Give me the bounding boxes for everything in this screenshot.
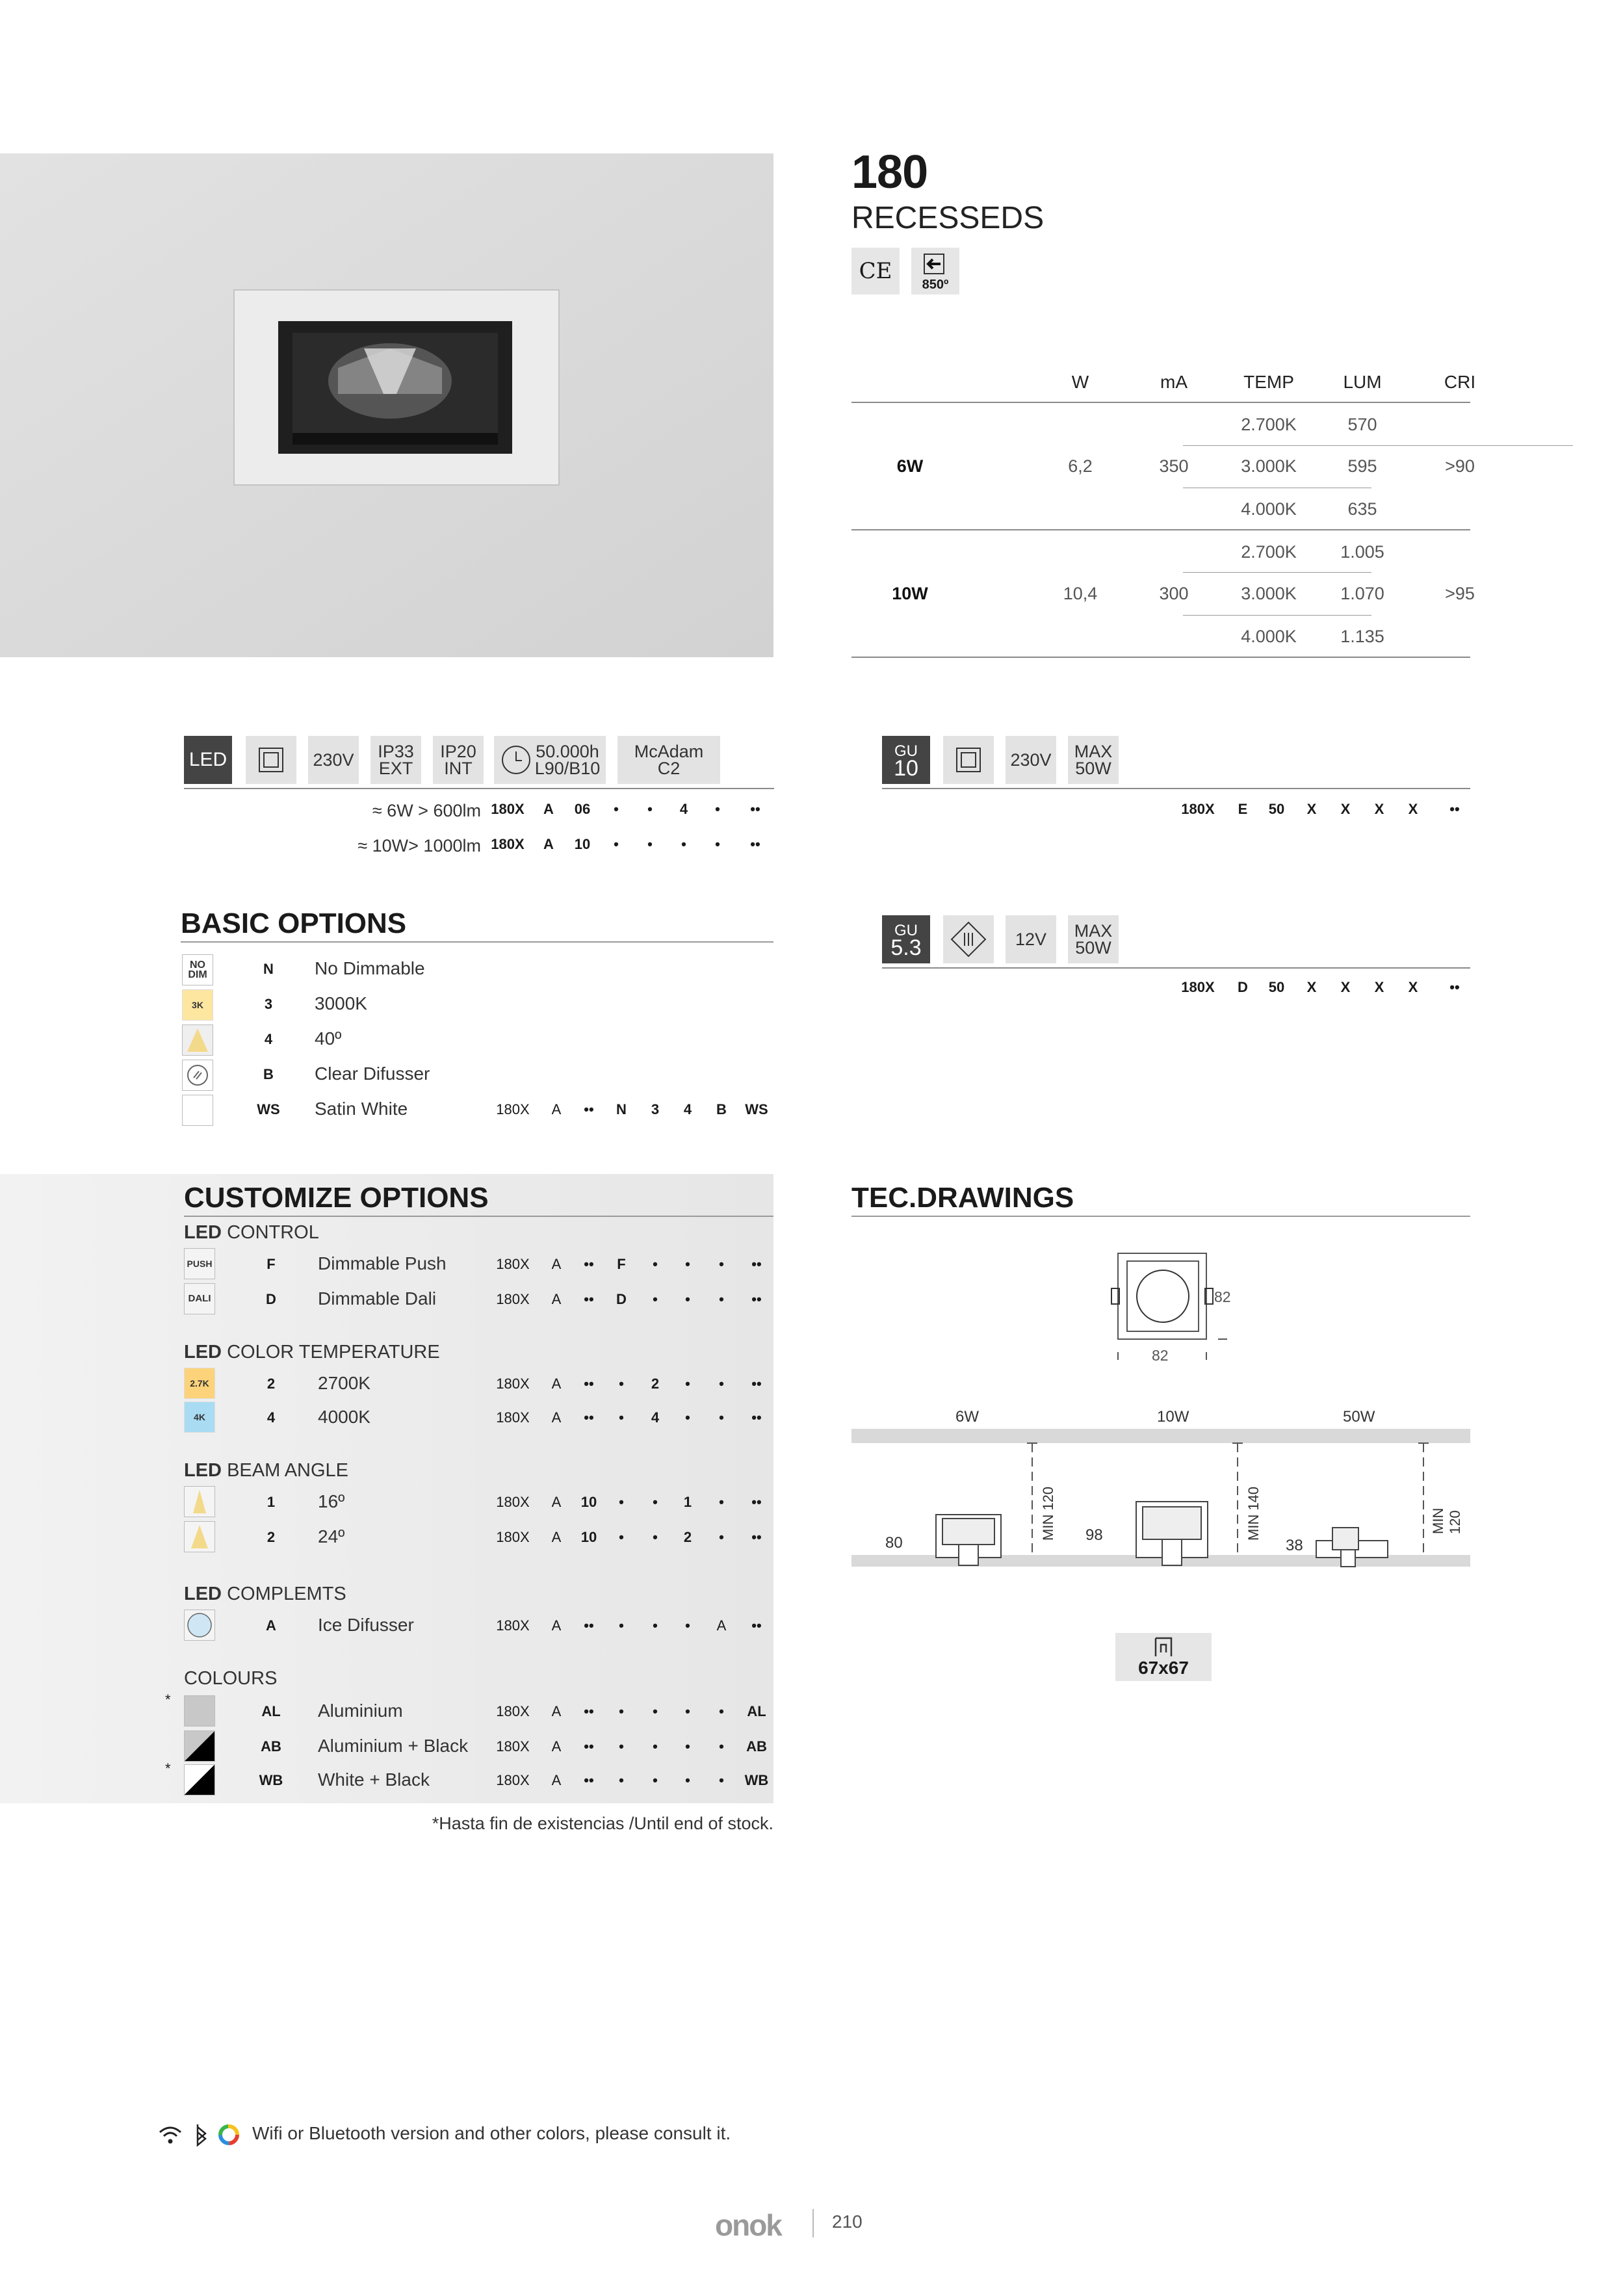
stock-star: *	[165, 1760, 171, 1777]
option-code: 4	[266, 1409, 276, 1426]
mcadam-badge	[617, 736, 720, 784]
spec-table	[851, 364, 1476, 663]
gu53-max	[1068, 915, 1119, 963]
custom-order-code: •	[719, 1256, 724, 1272]
min-depth: MIN 140	[1245, 1486, 1262, 1541]
led-option-10w: ≈ 10W> 1000lm	[357, 836, 481, 855]
led-order-code: 4	[679, 801, 688, 817]
led-order-code: 10	[574, 836, 591, 852]
custom-order-code: A	[551, 1617, 562, 1634]
basic-order-code: 3	[651, 1101, 660, 1117]
gu10-order-code: 50	[1268, 801, 1285, 817]
dali-icon: DALI	[184, 1283, 215, 1314]
option-code: D	[266, 1291, 276, 1307]
temp-row: 4.000K	[1241, 499, 1297, 519]
custom-order-code: 180X	[496, 1376, 530, 1392]
option-label: White + Black	[318, 1769, 430, 1790]
basic-order-code: N	[616, 1101, 627, 1117]
custom-order-code: 180X	[496, 1703, 530, 1719]
custom-order-code: 180X	[496, 1409, 530, 1426]
custom-order-code: ••	[751, 1256, 762, 1272]
option-label: Clear Difusser	[315, 1063, 430, 1084]
led-option-6w: ≈ 6W > 600lm	[372, 801, 481, 820]
product-family: RECESSEDS	[851, 201, 1045, 235]
gu53-order-code: ••	[1449, 979, 1460, 995]
option-code: AB	[261, 1738, 281, 1755]
option-code: 2	[266, 1376, 276, 1392]
gu10-badge	[882, 736, 930, 784]
custom-order-code: ••	[751, 1409, 762, 1426]
power-10w: 10W	[892, 584, 928, 603]
option-code: N	[263, 961, 274, 977]
class-iii-icon	[943, 915, 994, 963]
custom-order-code: A	[551, 1529, 562, 1545]
colours-heading: COLOURS	[184, 1668, 278, 1689]
custom-order-code: •	[653, 1494, 658, 1510]
option-label: 16º	[318, 1491, 345, 1511]
option-code: 4	[264, 1031, 273, 1047]
custom-order-code: •	[619, 1772, 624, 1788]
th-temp: TEMP	[1243, 372, 1294, 392]
cutout-size: 67x67	[1138, 1658, 1189, 1678]
gu53-type: GU	[894, 922, 918, 939]
top-dim-height: 82	[1214, 1288, 1231, 1305]
custom-order-code: •	[619, 1738, 624, 1755]
custom-order-code: WB	[744, 1772, 769, 1788]
custom-order-code: •	[685, 1409, 690, 1426]
custom-order-code: ••	[584, 1738, 594, 1755]
watt-6w: 6,2	[1068, 456, 1093, 476]
control-heading: LED CONTROL	[184, 1222, 319, 1243]
custom-order-code: 10	[580, 1529, 597, 1545]
basic-order-code: A	[551, 1101, 562, 1117]
drawings-title: TEC.DRAWINGS	[851, 1182, 1074, 1214]
option-label: Aluminium + Black	[318, 1736, 469, 1756]
color-temp-heading: LED COLOR TEMPERATURE	[184, 1342, 440, 1363]
gu53-order-code: D	[1238, 979, 1248, 995]
beam-16-icon	[184, 1486, 215, 1517]
custom-order-code: ••	[751, 1291, 762, 1307]
custom-order-code: •	[719, 1529, 724, 1545]
option-label: 40º	[315, 1028, 342, 1049]
option-label: 2700K	[318, 1373, 370, 1393]
custom-order-code: A	[551, 1256, 562, 1272]
gu10-max-value: 50W	[1075, 759, 1111, 778]
fire-rating-label: 850º	[922, 278, 949, 292]
4000k-icon: 4K	[184, 1402, 215, 1433]
top-view-drawing	[1105, 1248, 1235, 1365]
option-code: 2	[266, 1529, 276, 1545]
cutout-badge	[1115, 1633, 1212, 1681]
custom-order-code: •	[719, 1409, 724, 1426]
custom-order-code: 10	[580, 1494, 597, 1510]
custom-order-code: A	[551, 1409, 562, 1426]
ce-mark: CE	[851, 248, 900, 294]
side-label: 50W	[1343, 1408, 1375, 1426]
option-label: 24º	[318, 1526, 345, 1546]
flame-icon	[911, 248, 959, 280]
clock-icon	[500, 744, 532, 776]
ma-6w: 350	[1159, 456, 1189, 476]
custom-order-code: 180X	[496, 1617, 530, 1634]
custom-order-code: •	[685, 1738, 690, 1755]
gu10-order-code: X	[1408, 801, 1418, 817]
connectivity-icons	[156, 2122, 247, 2148]
option-label: Dimmable Dali	[318, 1288, 437, 1309]
custom-order-code: A	[551, 1703, 562, 1719]
custom-order-code: A	[551, 1376, 562, 1392]
option-code: WB	[259, 1772, 283, 1788]
custom-order-code: •	[719, 1703, 724, 1719]
cutout-icon	[1115, 1633, 1212, 1659]
temp-row: 3.000K	[1241, 456, 1297, 476]
led-badge: LED	[184, 736, 232, 784]
gu10-order-code: X	[1306, 801, 1317, 817]
led-order-code: •	[614, 801, 619, 817]
power-6w: 6W	[896, 456, 924, 476]
gu53-order-code: X	[1340, 979, 1351, 995]
beam-40-icon	[182, 1024, 213, 1056]
square-frame-icon	[246, 736, 296, 784]
custom-order-code: •	[619, 1409, 624, 1426]
th-cri: CRI	[1444, 372, 1476, 392]
gu10-order-code: 180X	[1181, 801, 1215, 817]
custom-order-code: 180X	[496, 1738, 530, 1755]
th-lum: LUM	[1343, 372, 1382, 392]
gu53-number: 5.3	[890, 935, 922, 960]
custom-order-code: A	[551, 1772, 562, 1788]
cri-6w: >90	[1445, 456, 1475, 476]
ip-int-badge	[433, 736, 484, 784]
ip-ext-value: IP33	[378, 742, 414, 761]
stock-note: *Hasta fin de existencias /Until end of stock.	[432, 1814, 773, 1833]
gu10-max-label: MAX	[1074, 742, 1113, 761]
gu10-order-code: X	[1340, 801, 1351, 817]
custom-order-code: •	[719, 1376, 724, 1392]
led-order-code: •	[715, 836, 720, 852]
option-code: A	[266, 1617, 276, 1634]
gu10-order-code: E	[1238, 801, 1248, 817]
led-order-code: •	[715, 801, 720, 817]
custom-order-code: 180X	[496, 1291, 530, 1307]
custom-order-code: 4	[651, 1409, 660, 1426]
option-code: AL	[261, 1703, 281, 1719]
temp-row: 4.000K	[1241, 627, 1297, 646]
min-depth: MIN 120	[1430, 1507, 1463, 1534]
custom-order-code: •	[619, 1703, 624, 1719]
lifetime-rating: L90/B10	[534, 759, 601, 778]
custom-order-code: •	[719, 1772, 724, 1788]
custom-order-code: ••	[584, 1256, 594, 1272]
led-order-code: ••	[750, 801, 760, 817]
custom-order-code: •	[653, 1529, 658, 1545]
beam-heading: LED BEAM ANGLE	[184, 1460, 349, 1481]
custom-order-code: •	[653, 1703, 658, 1719]
lifetime-hours: 50.000h	[536, 742, 599, 761]
custom-order-code: ••	[584, 1772, 594, 1788]
led-order-code: •	[647, 801, 653, 817]
fire-rating-badge	[911, 248, 959, 294]
custom-order-code: 1	[683, 1494, 692, 1510]
gu53-order-code: X	[1306, 979, 1317, 995]
temp-row: 2.700K	[1241, 542, 1297, 562]
led-order-code: 180X	[491, 801, 525, 817]
custom-order-code: 2	[683, 1529, 692, 1545]
led-order-code: A	[543, 801, 554, 817]
product-photo	[0, 153, 773, 657]
voltage-badge: 230V	[308, 736, 359, 784]
aluminium-swatch	[184, 1695, 215, 1727]
gu53-order-code: X	[1408, 979, 1418, 995]
custom-order-code: 180X	[496, 1256, 530, 1272]
basic-options-title: BASIC OPTIONS	[181, 907, 407, 939]
custom-order-code: ••	[751, 1376, 762, 1392]
option-code: WS	[257, 1101, 280, 1117]
led-order-code: 180X	[491, 836, 525, 852]
height-dim: 98	[1085, 1526, 1103, 1544]
height-dim: 38	[1286, 1537, 1303, 1554]
lum-row: 1.070	[1340, 584, 1384, 603]
aluminium-black-swatch	[184, 1730, 215, 1762]
gu10-type: GU	[894, 742, 918, 760]
option-label: Satin White	[315, 1099, 408, 1119]
custom-order-code: •	[685, 1256, 690, 1272]
ip-ext-badge	[370, 736, 421, 784]
led-order-code: •	[681, 836, 686, 852]
ice-diffuser-icon	[184, 1610, 215, 1641]
th-ma: mA	[1160, 372, 1188, 392]
option-label: Dimmable Push	[318, 1253, 447, 1273]
gu10-order-code: ••	[1449, 801, 1460, 817]
gu10-max	[1068, 736, 1119, 784]
custom-order-code: •	[719, 1291, 724, 1307]
custom-order-code: •	[619, 1617, 624, 1634]
basic-order-code: 4	[683, 1101, 692, 1117]
lum-row: 1.135	[1340, 627, 1384, 646]
lum-row: 595	[1347, 456, 1377, 476]
custom-order-code: •	[619, 1529, 624, 1545]
basic-order-code: ••	[584, 1101, 594, 1117]
clear-diffuser-icon	[182, 1060, 213, 1091]
brand-logo: onok	[715, 2208, 781, 2242]
option-code: 3	[264, 996, 273, 1012]
min-depth: MIN 120	[1040, 1486, 1056, 1541]
custom-order-code: •	[619, 1376, 624, 1392]
option-label: 3000K	[315, 993, 367, 1013]
lum-row: 635	[1347, 499, 1377, 519]
custom-order-code: A	[551, 1738, 562, 1755]
basic-order-code: WS	[745, 1101, 768, 1117]
custom-order-code: •	[653, 1772, 658, 1788]
custom-order-code: 2	[651, 1376, 660, 1392]
custom-order-code: A	[551, 1494, 562, 1510]
lum-row: 570	[1347, 415, 1377, 434]
option-label: Aluminium	[318, 1701, 403, 1721]
downlight-photo	[0, 153, 773, 657]
side-label: 6W	[955, 1408, 979, 1426]
custom-order-code: •	[653, 1256, 658, 1272]
custom-order-code: •	[653, 1738, 658, 1755]
height-dim: 80	[885, 1534, 903, 1552]
option-code: 1	[266, 1494, 276, 1510]
custom-order-code: •	[685, 1376, 690, 1392]
custom-order-code: ••	[584, 1617, 594, 1634]
push-icon: PUSH	[184, 1248, 215, 1279]
custom-order-code: ••	[751, 1494, 762, 1510]
custom-order-code: D	[616, 1291, 627, 1307]
side-view-drawing	[851, 1404, 1470, 1586]
ma-10w: 300	[1159, 584, 1189, 603]
custom-order-code: 180X	[496, 1529, 530, 1545]
white-black-swatch	[184, 1764, 215, 1795]
no-dim-icon: NO DIM	[182, 954, 213, 985]
watt-10w: 10,4	[1063, 584, 1098, 603]
ip-int-value: IP20	[440, 742, 476, 761]
custom-order-code: ••	[751, 1617, 762, 1634]
custom-order-code: 180X	[496, 1494, 530, 1510]
temp-row: 2.700K	[1241, 415, 1297, 434]
led-order-code: A	[543, 836, 554, 852]
gu53-badge	[882, 915, 930, 963]
customize-title: CUSTOMIZE OPTIONS	[184, 1182, 489, 1214]
option-code: F	[266, 1256, 276, 1272]
mcadam-value: C2	[657, 759, 681, 778]
complements-heading: LED COMPLEMTS	[184, 1584, 346, 1604]
gu53-voltage: 12V	[1006, 915, 1056, 963]
custom-order-code: •	[685, 1617, 690, 1634]
custom-order-code: AB	[746, 1738, 767, 1755]
side-label: 10W	[1157, 1408, 1189, 1426]
led-order-code: •	[614, 836, 619, 852]
gu53-max-value: 50W	[1075, 938, 1111, 958]
top-dim-width: 82	[1152, 1347, 1169, 1364]
custom-order-code: •	[619, 1494, 624, 1510]
option-code: B	[263, 1066, 274, 1082]
temp-row: 3.000K	[1241, 584, 1297, 603]
custom-order-code: ••	[584, 1376, 594, 1392]
2700k-icon: 2.7K	[184, 1368, 215, 1399]
option-label: No Dimmable	[315, 958, 425, 978]
cri-10w: >95	[1445, 584, 1475, 603]
option-label: 4000K	[318, 1407, 370, 1427]
model-number: 180	[851, 146, 928, 198]
custom-order-code: ••	[584, 1703, 594, 1719]
3k-icon: 3K	[182, 989, 213, 1021]
option-label: Ice Difusser	[318, 1615, 414, 1635]
th-w: W	[1071, 372, 1089, 392]
custom-order-code: •	[685, 1703, 690, 1719]
custom-order-code: A	[551, 1291, 562, 1307]
custom-order-code: •	[719, 1494, 724, 1510]
basic-order-code: 180X	[496, 1101, 530, 1117]
gu10-order-code: X	[1374, 801, 1384, 817]
beam-24-icon	[184, 1521, 215, 1552]
gu53-order-code: 180X	[1181, 979, 1215, 995]
ip-int-label: INT	[444, 759, 473, 778]
basic-order-code: B	[716, 1101, 727, 1117]
satin-white-icon	[182, 1095, 213, 1126]
lifetime-badge	[494, 736, 606, 784]
custom-order-code: •	[719, 1738, 724, 1755]
ip-ext-label: EXT	[378, 759, 413, 778]
custom-order-code: •	[653, 1291, 658, 1307]
custom-order-code: •	[685, 1291, 690, 1307]
gu10-number: 10	[894, 756, 918, 781]
gu53-order-code: 50	[1268, 979, 1285, 995]
custom-order-code: F	[617, 1256, 626, 1272]
led-order-code: •	[647, 836, 653, 852]
custom-order-code: ••	[584, 1409, 594, 1426]
custom-order-code: ••	[584, 1291, 594, 1307]
led-order-code: ••	[750, 836, 760, 852]
square-frame-icon	[943, 736, 994, 784]
custom-order-code: •	[685, 1772, 690, 1788]
led-order-code: 06	[574, 801, 591, 817]
gu10-voltage: 230V	[1006, 736, 1056, 784]
stock-star: *	[165, 1691, 171, 1708]
lum-row: 1.005	[1340, 542, 1384, 562]
gu53-max-label: MAX	[1074, 921, 1113, 941]
footer-note: Wifi or Bluetooth version and other colors, please consult it.	[252, 2123, 731, 2143]
custom-order-code: 180X	[496, 1772, 530, 1788]
custom-order-code: ••	[751, 1529, 762, 1545]
page-number: 210	[832, 2211, 863, 2232]
gu53-order-code: X	[1374, 979, 1384, 995]
custom-order-code: A	[716, 1617, 727, 1634]
custom-order-code: •	[653, 1617, 658, 1634]
mcadam-label: McAdam	[634, 742, 704, 761]
custom-order-code: AL	[747, 1703, 766, 1719]
